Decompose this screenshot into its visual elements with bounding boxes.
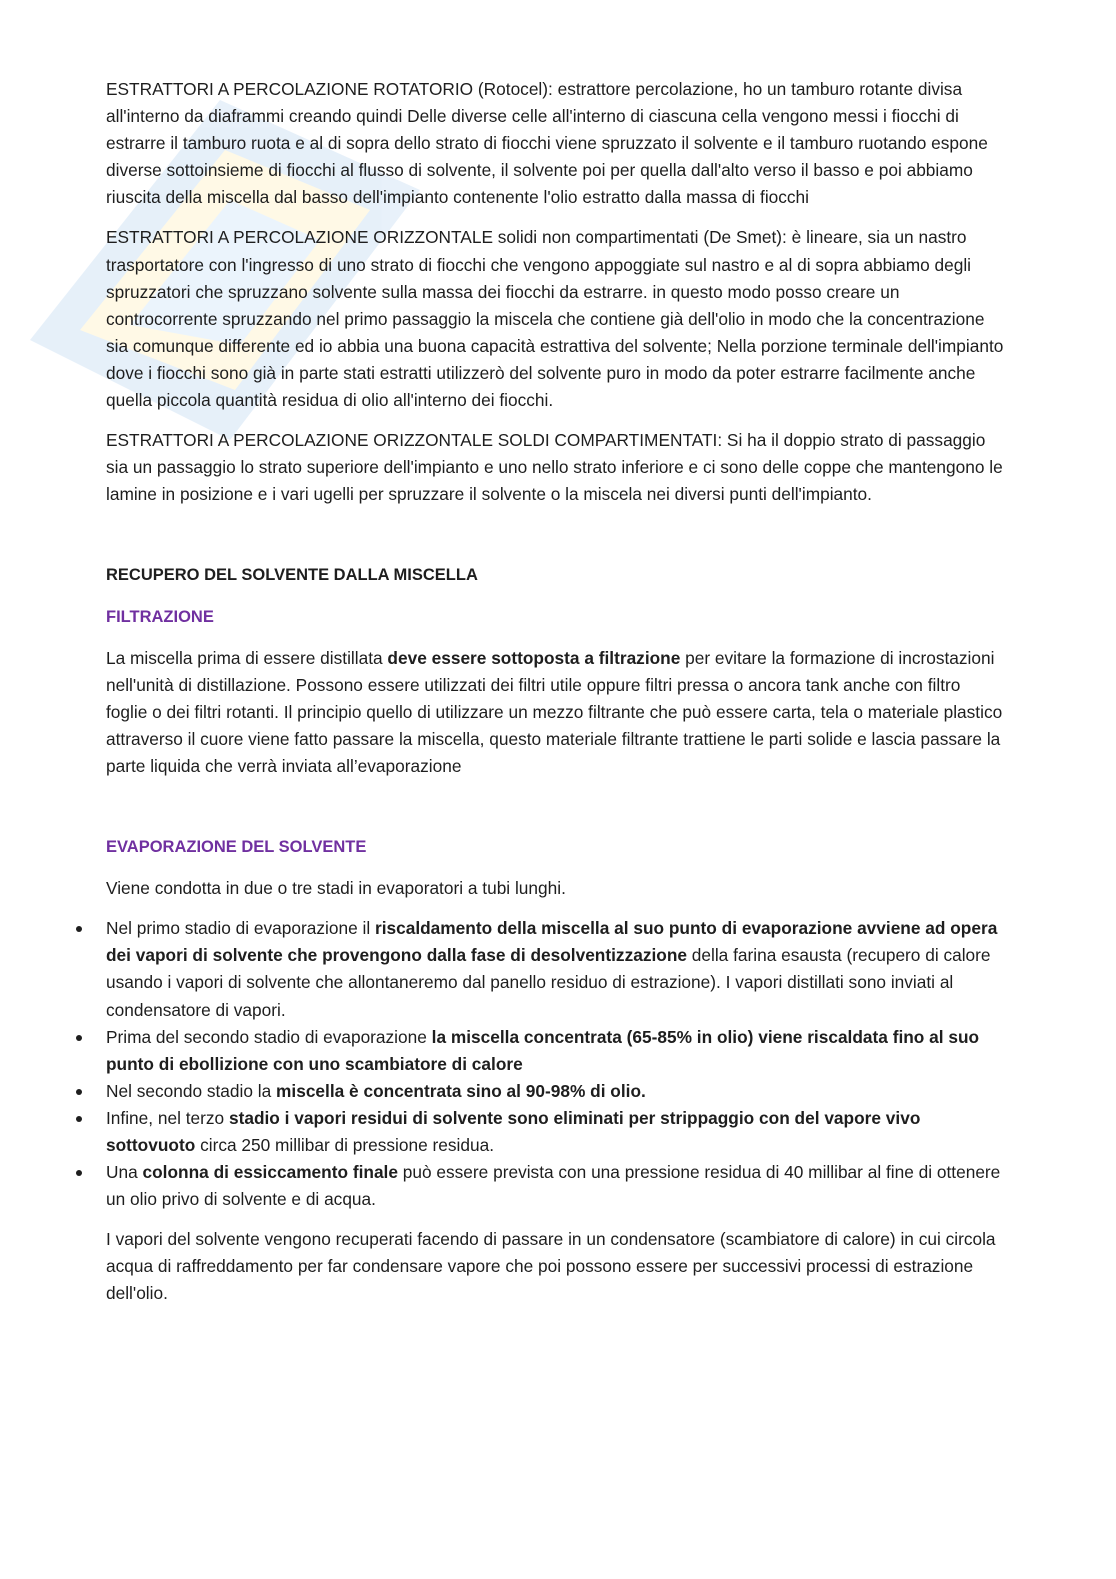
bold-run: colonna di essiccamento finale — [142, 1162, 398, 1183]
bullet-icon — [76, 1170, 82, 1176]
bullet-icon — [76, 926, 82, 932]
heading-evaporazione-solvente: EVAPORAZIONE DEL SOLVENTE — [106, 838, 367, 857]
bold-run: la miscella concentrata (65-85% in olio) viene riscaldata fino al suo punto di ebollizione con uno scambiatore di calore — [106, 1026, 980, 1074]
list-item — [106, 1105, 1006, 1159]
list-item — [106, 1159, 1006, 1213]
bold-run: stadio i vapori residui di solvente sono eliminati per strippaggio con del vapore vivo sottovuoto — [106, 1107, 921, 1155]
list-item — [106, 1078, 1006, 1105]
bullet-list — [106, 915, 1006, 1213]
paragraph-compartimentati: ESTRATTORI A PERCOLAZIONE ORIZZONTALE SOLDI COMPARTIMENTATI: Si ha il doppio strato di passaggio sia un passaggio lo strato superiore dell'impianto e uno nello strato inferiore e ci sono delle coppe che mantengono le lamine in posizione e i vari ugelli per spruzzare il solvente o la miscela nei diversi punti dell'impianto. — [106, 430, 1003, 505]
paragraph-de-smet: ESTRATTORI A PERCOLAZIONE ORIZZONTALE solidi non compartimentati (De Smet): è lineare, sia un nastro trasportatore con l'ingresso di uno strato di fiocchi che vengono appoggiate sul nastro e al di sopra abbiamo degli spruzzatori che spruzzano solvente sulla massa dei fiocchi da estrarre. in questo modo posso creare un controcorrente spruzzando nel primo passaggio la miscela che contiene già dell'olio in modo che la concentrazione sia comunque differente ed io abbia una buona capacità estrattiva del solvente; Nella porzione terminale dell'impianto dove i fiocchi sono già in parte stati estratti utilizzerò del solvente puro in modo da poter estrarre facilmente anche quella piccola quantità residua di olio all'interno dei fiocchi. — [106, 227, 1004, 411]
bold-run: miscella è concentrata sino al 90-98% di olio. — [276, 1080, 646, 1101]
list-item — [106, 1024, 1006, 1078]
text-run: La miscella prima di essere distillata — [106, 647, 388, 668]
text-run: per evitare la formazione di incrostazioni nell'unità di distillazione. Possono essere utilizzati dei filtri utile oppure filtri pressa o ancora tank anche con filtro foglie o dei filtri rotanti. Il principio quello di utilizzare un mezzo filtrante che può essere carta, tela o materiale plastico attraverso il cuore viene fatto passare la miscella, questo materiale filtrante trattiene le parti solide e lascia passare la parte liquida che verrà inviata all’evaporazione — [106, 647, 1003, 776]
text-run: può essere prevista con una pressione residua di 40 millibar al fine di ottenere un olio privo di solvente e di acqua. — [106, 1162, 1001, 1210]
heading-filtrazione: FILTRAZIONE — [106, 607, 214, 626]
bullet-icon — [76, 1116, 82, 1122]
text-run: Infine, nel terzo — [106, 1107, 229, 1128]
bold-run: riscaldamento della miscella al suo punto di evaporazione avviene ad opera dei vapori di solvente che provengono dalla fase di desolventizzazione — [106, 918, 998, 966]
text-run: Nel primo stadio di evaporazione il — [106, 918, 375, 939]
bullet-icon — [76, 1035, 82, 1041]
text-run: Prima del secondo stadio di evaporazione — [106, 1026, 432, 1047]
paragraph-closing: I vapori del solvente vengono recuperati facendo di passare in un condensatore (scambiatore di calore) in cui circola acqua di raffreddamento per far condensare vapore che poi possono essere per successivi processi di estrazione dell'olio. — [106, 1229, 996, 1304]
text-run: della farina esausta (recupero di calore usando i vapori di solvente che allontaneremo dal panello residuo di estrazione). I vapori distillati sono inviati al condensatore di vapori. — [106, 945, 991, 1020]
paragraph-evaporazione-intro: Viene condotta in due o tre stadi in evaporatori a tubi lunghi. — [106, 878, 566, 899]
paragraph-filtrazione — [106, 645, 1006, 780]
list-item — [106, 915, 1006, 1023]
text-run: Una — [106, 1162, 143, 1183]
bold-run: deve essere sottoposta a filtrazione — [387, 647, 681, 668]
text-run: circa 250 millibar di pressione residua. — [195, 1135, 494, 1155]
heading-recupero-solvente: RECUPERO DEL SOLVENTE DALLA MISCELLA — [106, 566, 478, 585]
text-run: Nel secondo stadio la — [106, 1080, 277, 1101]
document-page — [106, 76, 1006, 1321]
bullet-icon — [76, 1089, 82, 1095]
paragraph-rotocel: ESTRATTORI A PERCOLAZIONE ROTATORIO (Rotocel): estrattore percolazione, ho un tamburo rotante divisa all'interno da diaframmi creando quindi Delle diverse celle all'interno di ciascuna cella vengono messi i fiocchi di estrarre il tamburo ruota e al di sopra dello strato di fiocchi viene spruzzato il solvente e il tamburo ruotando espone diverse sottoinsieme di fiocchi al flusso di solvente, il solvente poi per quella dall'alto verso il basso e poi abbiamo riuscita della miscella dal basso dell'impianto contenente l'olio estratto dalla massa di fiocchi — [106, 79, 988, 208]
